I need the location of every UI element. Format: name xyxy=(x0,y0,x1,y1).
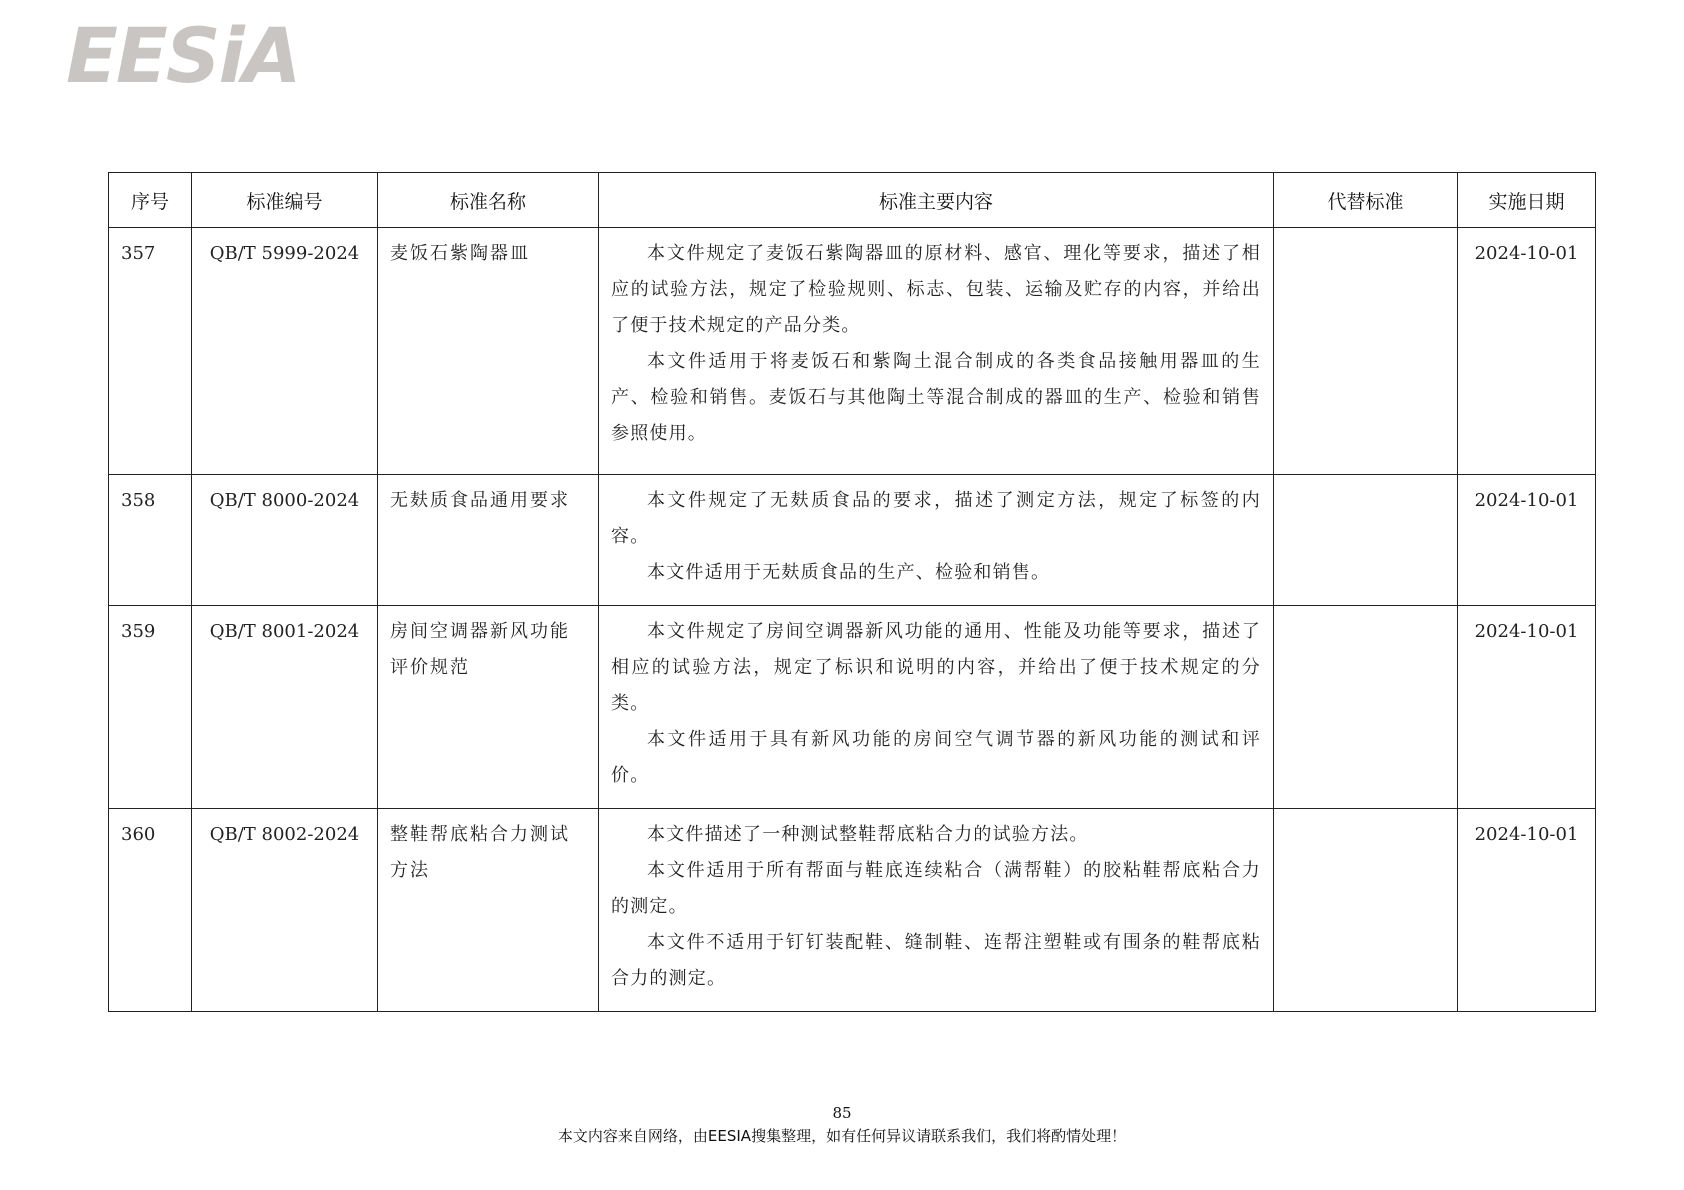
eesia-logo: EESiA xyxy=(66,11,300,100)
content-paragraph: 本文件适用于无麸质食品的生产、检验和销售。 xyxy=(647,562,1051,583)
row-name: 无麸质食品通用要求 xyxy=(378,475,599,606)
header-code: 标准编号 xyxy=(192,173,378,228)
content-paragraph: 本文件规定了房间空调器新风功能的通用、性能及功能等要求，描述了相应的试验方法，规定了标识和说明的内容，并给出了便于技术规定的分类。 xyxy=(611,621,1261,714)
row-name: 房间空调器新风功能评价规范 xyxy=(378,606,599,809)
content-paragraph: 本文件适用于所有帮面与鞋底连续粘合（满帮鞋）的胶粘鞋帮底粘合力的测定。 xyxy=(611,860,1261,917)
row-content xyxy=(599,228,1274,475)
row-content xyxy=(599,475,1274,606)
table-row xyxy=(109,809,1596,1012)
header-index: 序号 xyxy=(109,173,192,228)
content-paragraph: 本文件规定了麦饭石紫陶器皿的原材料、感官、理化等要求，描述了相应的试验方法，规定了检验规则、标志、包装、运输及贮存的内容，并给出了便于技术规定的产品分类。 xyxy=(611,243,1261,336)
row-index: 360 xyxy=(109,809,192,1012)
row-date: 2024-10-01 xyxy=(1458,606,1596,809)
header-replaces: 代替标准 xyxy=(1274,173,1458,228)
row-code: QB/T 8002-2024 xyxy=(192,809,378,1012)
row-index: 359 xyxy=(109,606,192,809)
page-number: 85 xyxy=(832,1104,852,1122)
row-content xyxy=(599,606,1274,809)
header-name: 标准名称 xyxy=(378,173,599,228)
row-name: 麦饭石紫陶器皿 xyxy=(378,228,599,475)
table-row xyxy=(109,606,1596,809)
header-date: 实施日期 xyxy=(1458,173,1596,228)
content-paragraph: 本文件不适用于钉钉装配鞋、缝制鞋、连帮注塑鞋或有围条的鞋帮底粘合力的测定。 xyxy=(611,932,1261,989)
standards-table xyxy=(108,172,1596,1012)
content-paragraph: 本文件适用于将麦饭石和紫陶土混合制成的各类食品接触用器皿的生产、检验和销售。麦饭石与其他陶土等混合制成的器皿的生产、检验和销售参照使用。 xyxy=(611,351,1261,444)
row-name: 整鞋帮底粘合力测试方法 xyxy=(378,809,599,1012)
row-code: QB/T 8000-2024 xyxy=(192,475,378,606)
row-code: QB/T 8001-2024 xyxy=(192,606,378,809)
row-index: 357 xyxy=(109,228,192,475)
row-replaces xyxy=(1274,606,1458,809)
header-content: 标准主要内容 xyxy=(599,173,1274,228)
row-date: 2024-10-01 xyxy=(1458,228,1596,475)
footer-disclaimer: 本文内容来自网络，由EESIA搜集整理，如有任何异议请联系我们，我们将酌情处理！ xyxy=(557,1127,1127,1145)
row-replaces xyxy=(1274,228,1458,475)
table-row xyxy=(109,475,1596,606)
row-index: 358 xyxy=(109,475,192,606)
row-content xyxy=(599,809,1274,1012)
row-date: 2024-10-01 xyxy=(1458,475,1596,606)
content-paragraph: 本文件描述了一种测试整鞋帮底粘合力的试验方法。 xyxy=(647,824,1089,845)
row-replaces xyxy=(1274,809,1458,1012)
table-header-row xyxy=(109,173,1596,228)
row-date: 2024-10-01 xyxy=(1458,809,1596,1012)
content-paragraph: 本文件适用于具有新风功能的房间空气调节器的新风功能的测试和评价。 xyxy=(611,729,1261,786)
row-replaces xyxy=(1274,475,1458,606)
row-code: QB/T 5999-2024 xyxy=(192,228,378,475)
table-row xyxy=(109,228,1596,475)
content-paragraph: 本文件规定了无麸质食品的要求，描述了测定方法，规定了标签的内容。 xyxy=(611,490,1261,547)
